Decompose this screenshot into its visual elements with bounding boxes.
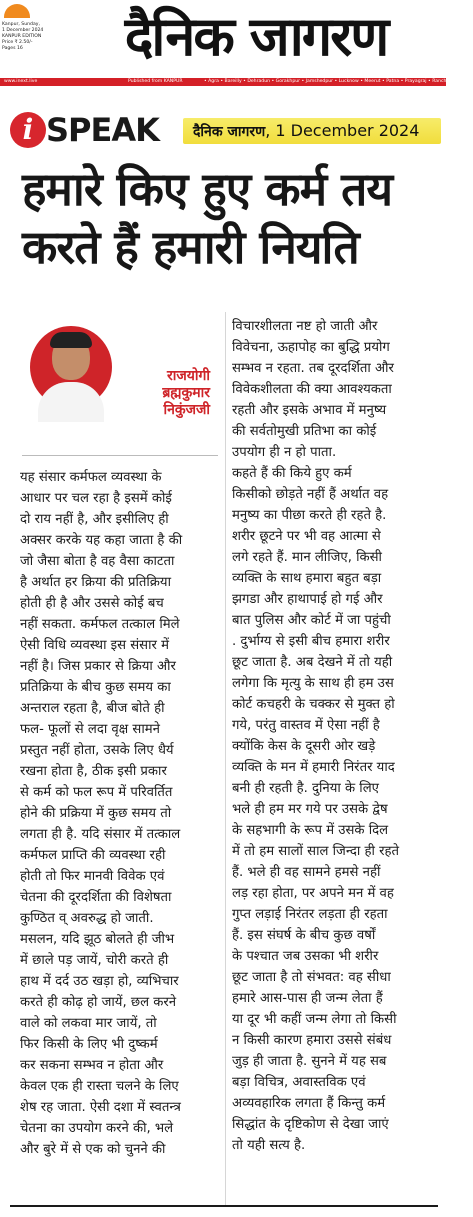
article-line: बड़ा विचित्र, अवास्तविक एवं — [232, 1075, 366, 1090]
article-line: होती ही है और उससे कोई बच — [20, 596, 164, 611]
section-label: SPEAK — [46, 111, 159, 149]
article-line: विवेकशीलता की क्या आवश्यकता — [232, 382, 392, 397]
article-line: बनी ही रहती है. दुनिया के लिए — [232, 781, 379, 796]
article-line: विवेचना, ऊहापोह का बुद्धि प्रयोग — [232, 340, 390, 355]
article-line: हमारे आस-पास ही जन्म लेता हैं — [232, 991, 383, 1006]
bottom-border — [10, 1205, 438, 1207]
article-line: मनुष्य का पीछा करते ही रहते है. — [232, 508, 387, 523]
article-line: प्रतिक्रिया के बीच कुछ समय का — [20, 680, 171, 695]
article-line: प्रस्तुत नहीं होता, उसके लिए धैर्य — [20, 743, 174, 758]
article-line: हैं. इस संघर्ष के बीच कुछ वर्षों — [232, 928, 376, 943]
article-line: अव्यवहारिक लगता हैं किन्तु कर्म — [232, 1096, 386, 1111]
masthead — [0, 0, 473, 84]
article-line: यह संसार कर्मफल व्यवस्था के — [20, 470, 162, 485]
author-photo — [30, 326, 112, 408]
column-rule — [225, 312, 226, 1207]
edition-line: KANPUR EDITION — [2, 34, 42, 39]
article-line: होने की प्रक्रिया में कुछ समय तो — [20, 806, 172, 821]
article-line: कोर्ट कचहरी के चक्कर से मुक्त हो — [232, 697, 395, 712]
article-line: गये, परंतु वास्तव में ऐसा नहीं है — [232, 718, 380, 733]
sun-logo-icon — [4, 4, 30, 18]
article-line: लगता ही है. यदि संसार में तत्काल — [20, 827, 181, 842]
website: www.inext.live — [4, 79, 38, 84]
article-line: कहते हैं की किये हुए कर्म — [232, 466, 352, 481]
article-line: न किसी कारण हमारा उससे संबंध — [232, 1033, 392, 1048]
article-line: तो यही सत्य है. — [232, 1138, 306, 1153]
article-line: नहीं है। जिस प्रकार से क्रिया और — [20, 659, 176, 674]
source-date: , 1 December 2024 — [265, 121, 420, 140]
article-line: उपयोग ही न हो पाता. — [232, 445, 337, 460]
author-title: ब्रह्मकुमार — [162, 385, 210, 401]
article-line: रहती और इसके अभाव में मनुष्य — [232, 403, 387, 418]
article-line: . दुर्भाग्य से इसी बीच हमारा शरीर — [232, 634, 390, 649]
article-line: करते ही कोढ़ हो जायें, छल करने — [20, 995, 177, 1010]
author-shirt — [38, 382, 104, 422]
article-line: व्यक्ति के मन में हमारी निरंतर याद — [232, 760, 395, 775]
article-line: चेतना का उपयोग करने की, भले — [20, 1121, 174, 1136]
article-line: में तो हम सालों साल जिन्दा ही रहते — [232, 844, 400, 859]
author-hair — [50, 332, 92, 348]
article-line: फिर किसी के लिए भी दुष्कर्म — [20, 1037, 158, 1052]
article-line: मसलन, यदि झूठ बोलते ही जीभ — [20, 932, 175, 947]
article-line: ऐसी विधि व्यवस्था इस संसार में — [20, 638, 169, 653]
article-line: लड़ रहा होता, पर अपने मन में वह — [232, 886, 394, 901]
article-line: होती तो फिर मानवी विवेक एवं — [20, 869, 165, 884]
edition-line: 1 December 2024 — [2, 28, 44, 33]
article-line: से कर्म को फल रूप में परिवर्तित — [20, 785, 173, 800]
article-line: में छाले पड़ जायें, चोरी करते ही — [20, 953, 169, 968]
article-line: विचारशीलता नष्ट हो जाती और — [232, 319, 378, 334]
article-line: की सर्वतोमुखी प्रतिभा का कोई — [232, 424, 377, 439]
article-line: आधार पर चल रहा है इसमें कोई — [20, 491, 172, 506]
article-line: अक्सर करके यह कहा जाता है की — [20, 533, 183, 548]
city-list: • Agra • Bareilly • Dehradun • Gorakhpur • Jamshedpur • Lucknow • Meerut • Patna • Prayagraj • Ranchi • Varanasi — [204, 79, 473, 84]
article-line: गुप्त लड़ाई निरंतर लड़ता ही रहता — [232, 907, 388, 922]
article-line: हैं. भले ही वह सामने हमसे नहीं — [232, 865, 381, 880]
edition-line: Kanpur, Sunday, — [2, 22, 40, 27]
article-line: के सहभागी के रूप में उसके दिल — [232, 823, 389, 838]
article-line: कर सकना सम्भव न होता और — [20, 1058, 164, 1073]
headline-line: करते हैं हमारी नियति — [22, 220, 359, 274]
article-line: है अर्थात हर क्रिया की प्रतिक्रिया — [20, 575, 171, 590]
article-line: सिद्धांत के दृष्टिकोण से देखा जाएं — [232, 1117, 389, 1132]
article-line: भले ही हम मर गये पर उसके द्वेष — [232, 802, 388, 817]
article-line: छूट जाता है तो संभवत: वह सीधा — [232, 970, 391, 985]
author-byline — [118, 368, 210, 419]
article-line: लगे रहते हैं. मान लीजिए, किसी — [232, 550, 382, 565]
published-from: Published from KANPUR — [128, 79, 183, 84]
article-line: चेतना की दूरदर्शिता की विशेषता — [20, 890, 172, 905]
article-line: जो जैसा बोता है वह वैसा काटता — [20, 554, 175, 569]
article-line: सम्भव न रहता. तब दूरदर्शिता और — [232, 361, 394, 376]
newspaper-title: दैनिक जागरण — [124, 4, 388, 68]
article-line: दो राय नहीं है, और इसीलिए ही — [20, 512, 169, 527]
source-name: दैनिक जागरण — [193, 124, 266, 140]
article-column-right — [232, 316, 430, 1156]
article-line: व्यक्ति के साथ हमारा बहुत बड़ा — [232, 571, 382, 586]
headline-line: हमारे किए हुए कर्म तय — [22, 162, 393, 216]
article-line: केवल एक ही रास्ता चलने के लिए — [20, 1079, 179, 1094]
article-line: के पश्चात जब उसका भी शरीर — [232, 949, 379, 964]
article-line: नहीं सकता. कर्मफल तत्काल मिले — [20, 617, 180, 632]
article-line: शरीर छूटने पर भी वह आत्मा से — [232, 529, 381, 544]
article-line: या दूर भी कहीं जन्म लेगा तो किसी — [232, 1012, 397, 1027]
article-line: फल- फूलों से लदा वृक्ष सामने — [20, 722, 160, 737]
article-line: शेष रह जाता. ऐसी दशा में स्वतन्त्र — [20, 1100, 181, 1115]
article-line: बात पुलिस और कोर्ट में जा पहुंची — [232, 613, 391, 628]
article-line: झगडा और हाथापाई हो गई और — [232, 592, 383, 607]
article-line: अन्तराल रहता है, बीज बोते ही — [20, 701, 165, 716]
article-line: कर्मफल प्राप्ति की व्यवस्था रही — [20, 848, 166, 863]
article-line: और बुरे में से एक को चुनने की — [20, 1142, 166, 1157]
article-line: रखना होता है, ठीक इसी प्रकार — [20, 764, 167, 779]
masthead-bar — [0, 78, 473, 86]
article-line: हाथ में दर्द उठ खड़ा हो, व्यभिचार — [20, 974, 179, 989]
article-line: छूट जाता है. अब देखने में तो यही — [232, 655, 393, 670]
edition-info — [2, 22, 68, 52]
article-line: लगेगा कि मृत्यु के साथ ही हम उस — [232, 676, 394, 691]
article-line: जुड़ ही जाता है. सुनने में यह सब — [232, 1054, 387, 1069]
headline — [22, 160, 432, 276]
article-line: कुण्ठित व् अवरुद्ध हो जाती. — [20, 911, 154, 926]
source-strip — [183, 118, 441, 144]
article-line: किसीको छोड़ते नहीं हैं अर्थात वह — [232, 487, 389, 502]
ispeak-logo-icon: i — [10, 112, 46, 148]
author-name: निकुंजजी — [163, 402, 210, 418]
divider — [22, 455, 218, 456]
article-column-left — [20, 467, 220, 1160]
edition-line: Pages 16 — [2, 46, 23, 51]
article-line: क्योंकि केस के दूसरी ओर खड़े — [232, 739, 376, 754]
edition-line: Price ₹ 2.50/- — [2, 40, 33, 45]
article-line: वाले को लकवा मार जायें, तो — [20, 1016, 157, 1031]
author-title: राजयोगी — [167, 368, 210, 384]
